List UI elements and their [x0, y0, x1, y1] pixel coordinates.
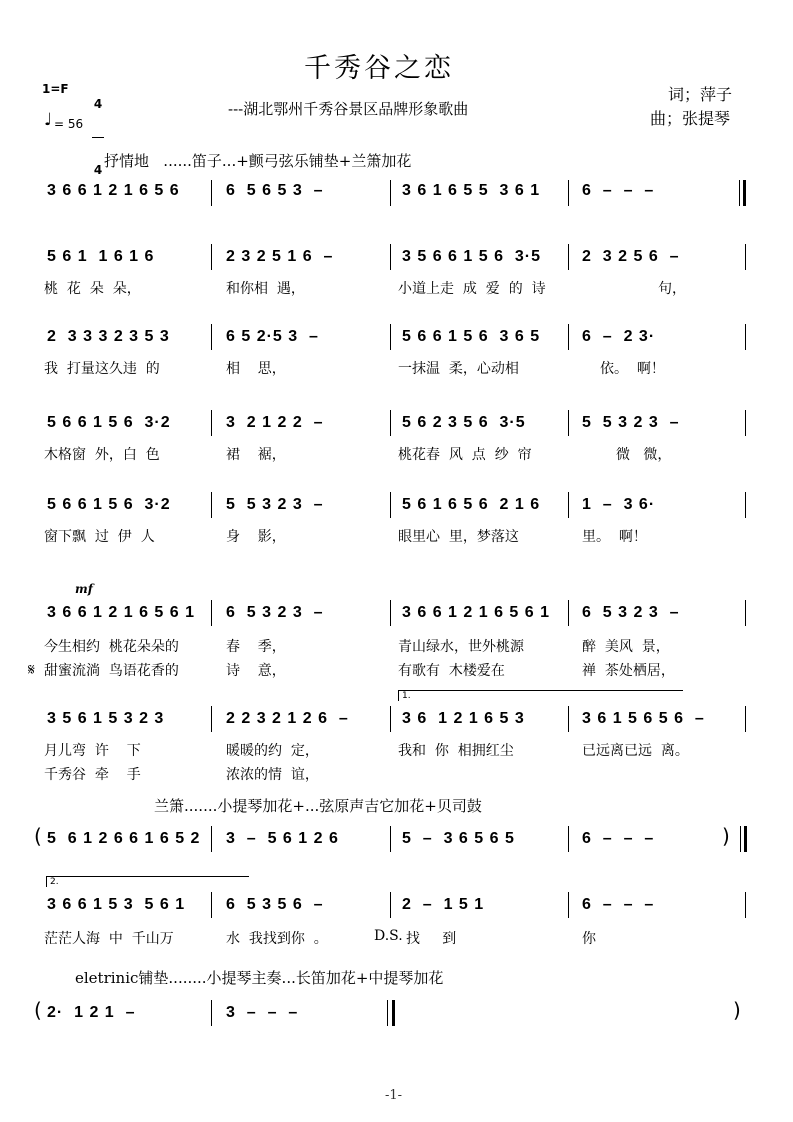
volta-bracket-1: [398, 690, 683, 701]
barline: [745, 600, 746, 626]
lyric-line: 桃花春 风 点 纱 帘: [398, 447, 532, 463]
dynamic-mf: mf: [75, 582, 93, 596]
measure: 5 6 1 6 5 6 2 1 6: [402, 496, 541, 513]
measure: 3 – – –: [226, 1004, 299, 1021]
barline: [387, 1000, 388, 1026]
lyric-line: 找 到: [406, 931, 457, 947]
lyric-line: 小道上走 成 爱 的 诗: [398, 281, 546, 297]
barline: [390, 180, 391, 206]
measure: 6 5 6 5 3 –: [226, 182, 324, 199]
barline: [211, 1000, 212, 1026]
barline: [568, 892, 569, 918]
barline: [568, 324, 569, 350]
measure: 6 5 3 5 6 –: [226, 896, 324, 913]
measure: 3 6 6 1 5 3 5 6 1: [47, 896, 186, 913]
measure: 6 – – –: [582, 896, 655, 913]
barline: [745, 410, 746, 436]
time-signature: [92, 72, 104, 190]
barline: [568, 410, 569, 436]
lyric-line: 春 季，: [226, 639, 286, 655]
barline: [745, 244, 746, 270]
measure: 3 6 6 1 2 1 6 5 6 1: [402, 604, 550, 621]
lyric-line: 微 微，: [616, 447, 672, 463]
lyric-line: 醉 美风 景，: [582, 639, 670, 655]
lyric-line: 甜蜜流淌 鸟语花香的: [44, 663, 179, 679]
open-paren: (: [34, 824, 42, 848]
repeat-end-barline: [744, 826, 747, 852]
measure: 2 3 2 5 6 –: [582, 248, 680, 265]
measure: 3 6 1 5 6 5 6 –: [582, 710, 705, 727]
barline: [740, 826, 741, 852]
barline: [211, 410, 212, 436]
barline: [739, 180, 740, 206]
song-title: 千秀谷之恋: [304, 53, 454, 84]
lyric-line: 千秀谷 牵 手: [44, 767, 141, 783]
measure: 5 6 1 1 6 1 6: [47, 248, 155, 265]
barline: [568, 826, 569, 852]
ds-marking: D.S.: [374, 928, 403, 944]
measure: 3 6 1 2 1 6 5 3: [402, 710, 525, 727]
lyric-line: 窗下飘 过 伊 人: [44, 529, 155, 545]
barline: [211, 892, 212, 918]
measure: 5 6 6 1 5 6 3·2: [47, 496, 171, 513]
page-number: -1-: [385, 1088, 403, 1103]
measure: 6 – 2 3·: [582, 328, 656, 345]
measure: 3 6 6 1 2 1 6 5 6 1: [47, 604, 195, 621]
measure: 6 – – –: [582, 182, 655, 199]
lyric-line: 禅 茶处栖居，: [582, 663, 675, 679]
lyric-line: 有歌有 木楼爱在: [398, 663, 505, 679]
composer-credit: 曲；张提琴: [650, 109, 731, 128]
barline: [568, 244, 569, 270]
measure: 5 5 3 2 3 –: [226, 496, 324, 513]
barline: [745, 492, 746, 518]
open-paren: (: [34, 998, 42, 1022]
volta-label-1: 1.: [402, 691, 411, 701]
lyric-line: 诗 意，: [226, 663, 286, 679]
barline: [390, 706, 391, 732]
barline: [390, 244, 391, 270]
lyric-line: 里。 啊！: [582, 529, 647, 545]
lyric-line: 我和 你 相拥红尘: [398, 743, 514, 759]
close-paren: ): [733, 998, 741, 1022]
measure: 2 2 3 2 1 2 6 –: [226, 710, 349, 727]
barline: [390, 600, 391, 626]
barline: [390, 410, 391, 436]
lyric-line: 句，: [658, 281, 686, 297]
measure: 3 5 6 6 1 5 6 3·5: [402, 248, 541, 265]
measure: 3 – 5 6 1 2 6: [226, 830, 339, 847]
close-paren: ): [722, 824, 730, 848]
measure: 6 5 3 2 3 –: [582, 604, 680, 621]
lyric-line: 你: [582, 931, 596, 947]
lyric-line: 月儿弯 许 下: [44, 743, 141, 759]
repeat-barline: [743, 180, 746, 206]
measure: 5 6 1 2 6 6 1 6 5 2: [47, 830, 201, 847]
lyric-line: 浓浓的情 谊，: [226, 767, 319, 783]
barline: [390, 892, 391, 918]
measure: 2 3 2 5 1 6 –: [226, 248, 334, 265]
barline: [390, 324, 391, 350]
measure: 3 2 1 2 2 –: [226, 414, 324, 431]
barline: [211, 492, 212, 518]
final-barline: [392, 1000, 395, 1026]
lyricist-credit: 词；萍子: [668, 85, 733, 104]
measure: 2· 1 2 1 –: [47, 1004, 136, 1021]
interlude-instruction: 兰箫.......小提琴加花+...弦原声吉它加花+贝司鼓: [154, 797, 482, 815]
song-subtitle: ---湖北鄂州千秀谷景区品牌形象歌曲: [228, 100, 469, 118]
measure: 5 6 6 1 5 6 3·2: [47, 414, 171, 431]
barline: [745, 324, 746, 350]
measure: 3 5 6 1 5 3 2 3: [47, 710, 165, 727]
measure: 6 – – –: [582, 830, 655, 847]
lyric-line: 依。 啊！: [600, 361, 665, 377]
measure: 3 6 1 6 5 5 3 6 1: [402, 182, 541, 199]
measure: 2 – 1 5 1: [402, 896, 485, 913]
measure: 5 5 3 2 3 –: [582, 414, 680, 431]
barline: [211, 324, 212, 350]
lyric-line: 桃 花 朵 朵，: [44, 281, 141, 297]
lyric-line: 水 我找到你 。: [226, 931, 328, 947]
barline: [211, 180, 212, 206]
barline: [745, 892, 746, 918]
measure: 1 – 3 6·: [582, 496, 656, 513]
barline: [211, 706, 212, 732]
lyric-line: 和你相 遇，: [226, 281, 305, 297]
lyric-line: 今生相约 桃花朵朵的: [44, 639, 179, 655]
barline: [568, 600, 569, 626]
measure: 6 5 3 2 3 –: [226, 604, 324, 621]
barline: [745, 706, 746, 732]
volta-label-2: 2.: [50, 877, 59, 887]
barline: [211, 826, 212, 852]
lyric-line: 青山绿水，世外桃源: [398, 639, 524, 655]
lyric-line: 眼里心 里，梦落这: [398, 529, 519, 545]
time-signature-top: 4: [93, 97, 103, 111]
lyric-line: 木格窗 外，白 色: [44, 447, 160, 463]
barline: [211, 600, 212, 626]
lyric-line: 暖暖的约 定，: [226, 743, 319, 759]
barline: [568, 706, 569, 732]
time-signature-bottom: 4: [93, 163, 103, 177]
lyric-line: 相 思，: [226, 361, 286, 377]
barline: [211, 244, 212, 270]
measure: 2 3 3 3 2 3 5 3: [47, 328, 170, 345]
lyric-line: 茫茫人海 中 千山万: [44, 931, 174, 947]
lyric-line: 已远离已远 离。: [582, 743, 689, 759]
volta-bracket-2: [46, 876, 249, 887]
measure: 5 6 6 1 5 6 3 6 5: [402, 328, 541, 345]
lyric-line: 我 打量这久违 的: [44, 361, 160, 377]
key-signature: 1=F: [42, 82, 69, 96]
measure: 5 6 2 3 5 6 3·5: [402, 414, 526, 431]
lyric-line: 身 影，: [226, 529, 286, 545]
barline: [390, 826, 391, 852]
barline: [568, 180, 569, 206]
barline: [568, 492, 569, 518]
barline: [390, 492, 391, 518]
tempo-marking: = 56: [54, 117, 84, 131]
lyric-line: 裙 裾，: [226, 447, 286, 463]
measure: 3 6 6 1 2 1 6 5 6: [47, 182, 180, 199]
measure: 5 – 3 6 5 6 5: [402, 830, 515, 847]
segno-icon: 𝄋: [28, 660, 35, 679]
intro-instruction: 抒情地 ......笛子...+颤弓弦乐铺垫+兰箫加花: [104, 152, 412, 170]
quarter-note-icon: ♩: [44, 110, 53, 130]
measure: 6 5 2·5 3 –: [226, 328, 319, 345]
lyric-line: 一抹温 柔，心动相: [398, 361, 519, 377]
outro-instruction: eletrinic铺垫........小提琴主奏...长笛加花+中提琴加花: [75, 969, 444, 987]
